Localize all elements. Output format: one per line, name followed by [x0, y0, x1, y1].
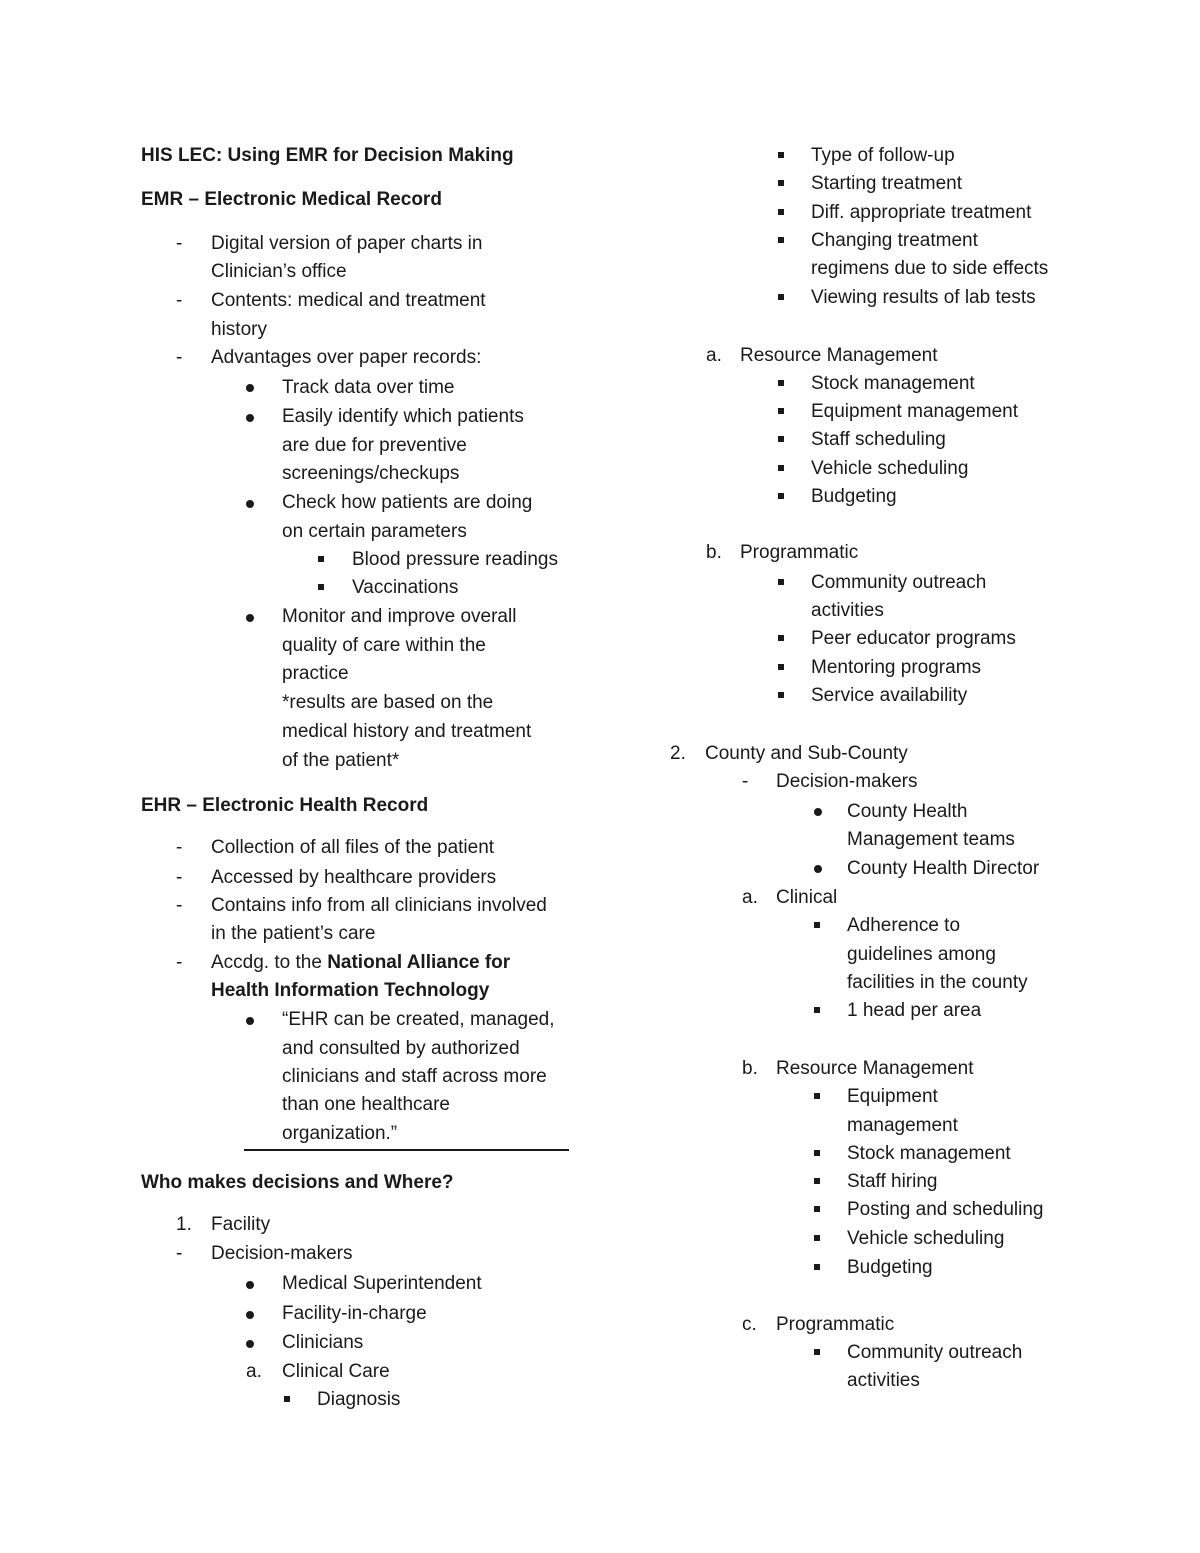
advantage-2-cont: are due for preventive [282, 435, 467, 456]
bullet-icon [814, 808, 822, 816]
county-person-1-cont: Management teams [847, 829, 1015, 850]
resource-item-3: Staff scheduling [811, 429, 946, 450]
emr-heading: EMR – Electronic Medical Record [141, 189, 442, 210]
dash-marker: - [176, 1243, 183, 1264]
bullet-icon [246, 500, 254, 508]
square-bullet-icon [814, 1264, 820, 1270]
list-letter: b. [706, 542, 722, 563]
resource-item-5: Budgeting [811, 486, 897, 507]
square-bullet-icon [778, 692, 784, 698]
dash-marker: - [176, 867, 183, 888]
square-bullet-icon [778, 380, 784, 386]
ehr-def-3: Contains info from all clinicians involved [211, 895, 547, 916]
ehr-quote-cont2: clinicians and staff across more [282, 1066, 547, 1087]
county-clinical-item-1-cont: guidelines among [847, 944, 996, 965]
county-resource-item-6: Budgeting [847, 1257, 933, 1278]
programmatic-item-1: Community outreach [811, 572, 987, 593]
ehr-def-3-cont: in the patient’s care [211, 923, 376, 944]
county-decision-makers: Decision-makers [776, 771, 918, 792]
emr-advantages: Advantages over paper records: [211, 347, 482, 368]
list-number: 2. [670, 743, 686, 764]
county-resource-label: Resource Management [776, 1058, 974, 1079]
county-programmatic-item-1: Community outreach [847, 1342, 1023, 1363]
dash-marker: - [176, 347, 183, 368]
page-title: HIS LEC: Using EMR for Decision Making [141, 145, 514, 166]
square-bullet-icon [778, 408, 784, 414]
facility-label: Facility [211, 1214, 271, 1235]
ehr-quote-cont: and consulted by authorized [282, 1038, 520, 1059]
county-resource-item-1-cont: management [847, 1115, 958, 1136]
dash-marker: - [176, 837, 183, 858]
resource-item-1: Stock management [811, 373, 975, 394]
dash-marker: - [176, 895, 183, 916]
county-resource-item-2: Stock management [847, 1143, 1011, 1164]
clinical-care-item-5: Changing treatment [811, 230, 978, 251]
ehr-quote-cont3: than one healthcare [282, 1094, 450, 1115]
clinical-care-item-1: Diagnosis [317, 1389, 401, 1410]
county-person-1: County Health [847, 801, 968, 822]
square-bullet-icon [778, 237, 784, 243]
square-bullet-icon [778, 493, 784, 499]
emr-note: *results are based on the [282, 692, 494, 713]
county-programmatic-item-1-cont: activities [847, 1370, 920, 1391]
clinical-care-item-5-cont: regimens due to side effects [811, 258, 1049, 279]
advantage-1: Track data over time [282, 377, 455, 398]
ehr-def-4-org-cont: Health Information Technology [211, 980, 490, 1001]
square-bullet-icon [814, 1349, 820, 1355]
programmatic-item-1-cont: activities [811, 600, 884, 621]
emr-def-2: Contents: medical and treatment [211, 290, 486, 311]
dash-marker: - [742, 771, 749, 792]
ehr-heading: EHR – Electronic Health Record [141, 795, 429, 816]
emr-def-2-cont: history [211, 319, 267, 340]
square-bullet-icon [284, 1396, 290, 1402]
programmatic-item-3: Mentoring programs [811, 657, 982, 678]
dash-marker: - [176, 233, 183, 254]
square-bullet-icon [318, 556, 324, 562]
county-label: County and Sub-County [705, 743, 908, 764]
clinical-care-item-3: Starting treatment [811, 173, 963, 194]
square-bullet-icon [778, 465, 784, 471]
county-resource-item-5: Vehicle scheduling [847, 1228, 1005, 1249]
divider [244, 1149, 569, 1151]
facility-person-2: Facility-in-charge [282, 1303, 427, 1324]
square-bullet-icon [814, 922, 820, 928]
programmatic-item-2: Peer educator programs [811, 628, 1016, 649]
advantage-4-cont2: practice [282, 663, 349, 684]
list-letter: b. [742, 1058, 758, 1079]
list-letter: a. [706, 345, 722, 366]
bullet-icon [246, 1311, 254, 1319]
advantage-2: Easily identify which patients [282, 406, 524, 427]
square-bullet-icon [778, 180, 784, 186]
bullet-icon [246, 1017, 254, 1025]
square-bullet-icon [814, 1235, 820, 1241]
square-bullet-icon [814, 1093, 820, 1099]
square-bullet-icon [778, 664, 784, 670]
square-bullet-icon [778, 152, 784, 158]
who-heading: Who makes decisions and Where? [141, 1172, 454, 1193]
list-letter: a. [246, 1361, 262, 1382]
list-number: 1. [176, 1214, 192, 1235]
ehr-def-4-org: National Alliance for [327, 952, 511, 973]
clinical-care-label: Clinical Care [282, 1361, 390, 1382]
parameter-2: Vaccinations [352, 577, 459, 598]
ehr-def-2: Accessed by healthcare providers [211, 867, 497, 888]
ehr-quote: “EHR can be created, managed, [282, 1009, 555, 1030]
clinical-care-item-2: Type of follow-up [811, 145, 955, 166]
square-bullet-icon [778, 436, 784, 442]
ehr-quote-cont4: organization.” [282, 1123, 398, 1144]
county-programmatic-label: Programmatic [776, 1314, 895, 1335]
clinical-care-item-6: Viewing results of lab tests [811, 287, 1036, 308]
square-bullet-icon [778, 209, 784, 215]
emr-note-cont: medical history and treatment [282, 721, 532, 742]
square-bullet-icon [778, 294, 784, 300]
list-letter: c. [742, 1314, 757, 1335]
square-bullet-icon [814, 1150, 820, 1156]
dash-marker: - [176, 290, 183, 311]
bullet-icon [246, 1340, 254, 1348]
county-resource-item-1: Equipment [847, 1086, 938, 1107]
resource-item-2: Equipment management [811, 401, 1019, 422]
ehr-def-4 [211, 951, 510, 975]
advantage-4: Monitor and improve overall [282, 606, 517, 627]
county-clinical-item-1: Adherence to [847, 915, 961, 936]
square-bullet-icon [318, 584, 324, 590]
ehr-def-4-prefix: Accdg. to the [211, 952, 328, 973]
advantage-4-cont: quality of care within the [282, 635, 486, 656]
facility-person-1: Medical Superintendent [282, 1273, 482, 1294]
bullet-icon [246, 1281, 254, 1289]
county-clinical-label: Clinical [776, 887, 838, 908]
emr-def-1: Digital version of paper charts in [211, 233, 483, 254]
square-bullet-icon [778, 579, 784, 585]
emr-note-cont2: of the patient* [282, 750, 400, 771]
list-letter: a. [742, 887, 758, 908]
county-clinical-item-2: 1 head per area [847, 1000, 982, 1021]
emr-def-1-cont: Clinician’s office [211, 261, 347, 282]
programmatic-item-4: Service availability [811, 685, 968, 706]
programmatic-label: Programmatic [740, 542, 859, 563]
ehr-def-1: Collection of all files of the patient [211, 837, 495, 858]
clinical-care-item-4: Diff. appropriate treatment [811, 202, 1032, 223]
square-bullet-icon [814, 1206, 820, 1212]
resource-item-4: Vehicle scheduling [811, 458, 969, 479]
county-resource-item-3: Staff hiring [847, 1171, 938, 1192]
bullet-icon [246, 614, 254, 622]
county-resource-item-4: Posting and scheduling [847, 1199, 1044, 1220]
advantage-2-cont2: screenings/checkups [282, 463, 460, 484]
square-bullet-icon [814, 1007, 820, 1013]
facility-decision-makers: Decision-makers [211, 1243, 353, 1264]
bullet-icon [814, 865, 822, 873]
county-person-2: County Health Director [847, 858, 1040, 879]
parameter-1: Blood pressure readings [352, 549, 558, 570]
square-bullet-icon [814, 1178, 820, 1184]
facility-person-3: Clinicians [282, 1332, 364, 1353]
advantage-3: Check how patients are doing [282, 492, 533, 513]
bullet-icon [246, 384, 254, 392]
bullet-icon [246, 414, 254, 422]
county-clinical-item-1-cont2: facilities in the county [847, 972, 1028, 993]
dash-marker: - [176, 952, 183, 973]
square-bullet-icon [778, 635, 784, 641]
resource-mgmt-label: Resource Management [740, 345, 938, 366]
advantage-3-cont: on certain parameters [282, 521, 467, 542]
